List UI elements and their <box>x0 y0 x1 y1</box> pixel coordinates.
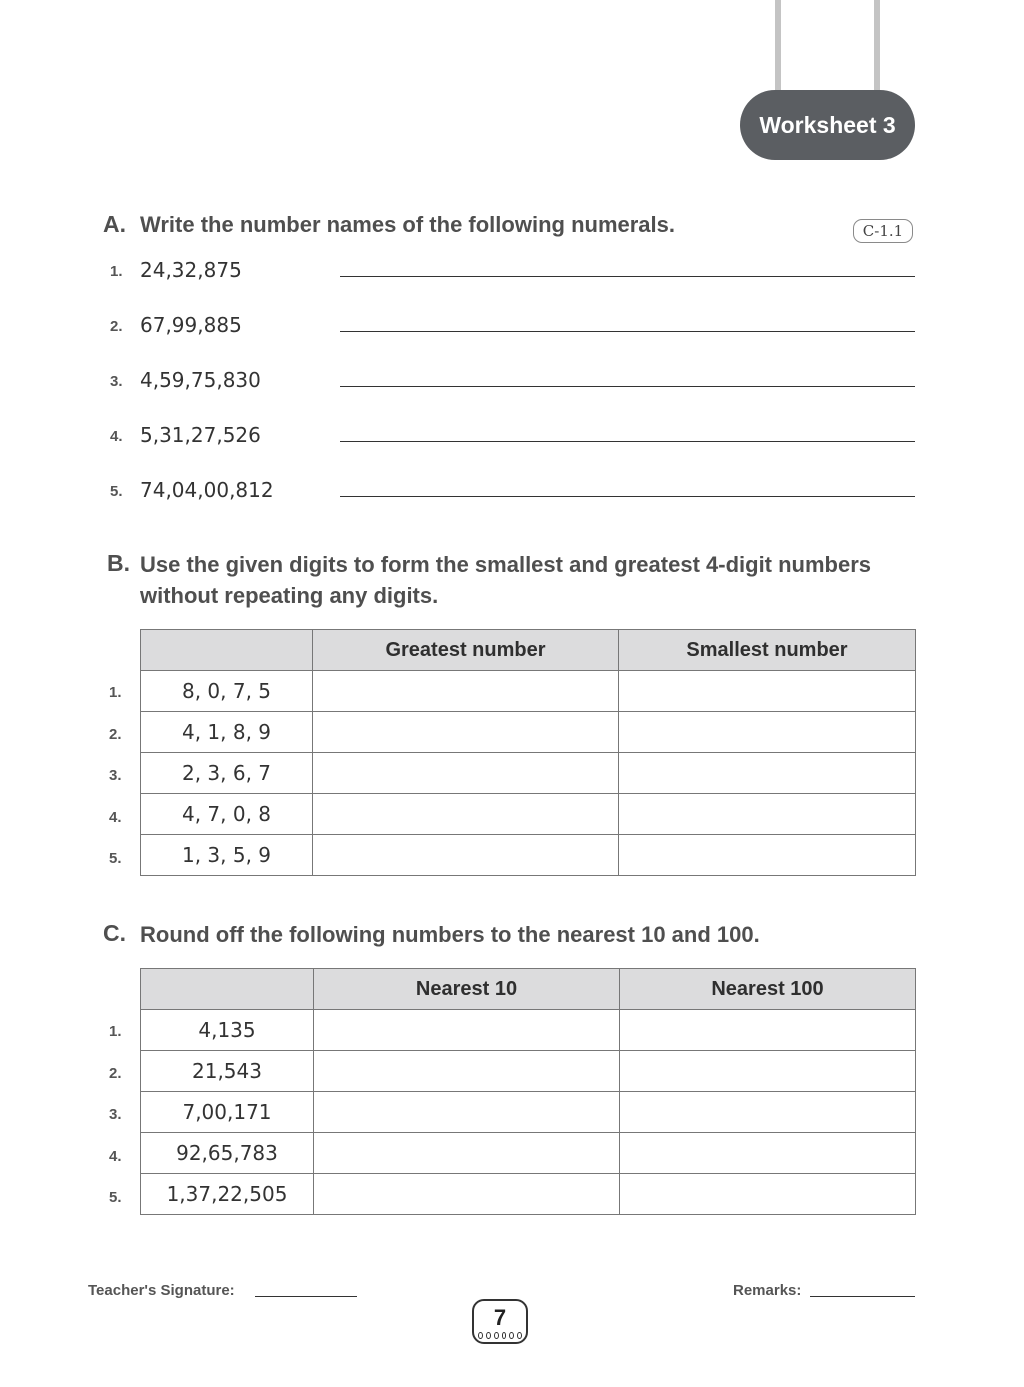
table-header-blank <box>141 630 313 671</box>
table-row <box>141 1051 916 1092</box>
list-item-number: 4. <box>110 428 123 445</box>
curriculum-code-badge <box>853 219 913 243</box>
table-header-row <box>141 630 916 671</box>
row-number: 4. <box>109 1148 122 1165</box>
remarks-label: Remarks: <box>733 1282 802 1299</box>
worksheet-badge-label: Worksheet 3 <box>759 111 896 138</box>
greatest-answer-cell[interactable] <box>313 835 619 876</box>
greatest-answer-cell[interactable] <box>313 712 619 753</box>
list-item-number: 3. <box>110 373 123 390</box>
list-item-numeral: 67,99,885 <box>140 313 242 337</box>
section-a-instruction: Write the number names of the following numerals. <box>140 212 675 237</box>
list-item-number: 1. <box>110 263 123 280</box>
greatest-answer-cell[interactable] <box>313 753 619 794</box>
answer-line[interactable] <box>340 496 915 497</box>
list-item-numeral: 74,04,00,812 <box>140 478 274 502</box>
nearest-10-answer-cell[interactable] <box>314 1010 620 1051</box>
table-header-nearest-10: Nearest 10 <box>314 969 620 1010</box>
nearest-100-answer-cell[interactable] <box>620 1092 916 1133</box>
table-row <box>141 1174 916 1215</box>
section-b-instruction-line2: without repeating any digits. <box>140 583 439 608</box>
digits-cell: 1, 3, 5, 9 <box>141 835 313 876</box>
nearest-10-answer-cell[interactable] <box>314 1092 620 1133</box>
number-cell: 4,135 <box>141 1010 314 1051</box>
number-cell: 21,543 <box>141 1051 314 1092</box>
list-item-numeral: 4,59,75,830 <box>140 368 261 392</box>
section-b-instruction-line1: Use the given digits to form the smallest and greatest 4-digit numbers <box>140 552 872 577</box>
nearest-100-answer-cell[interactable] <box>620 1051 916 1092</box>
digits-table <box>140 629 916 876</box>
table-header-nearest-100: Nearest 100 <box>620 969 916 1010</box>
nearest-100-answer-cell[interactable] <box>620 1174 916 1215</box>
digits-cell: 4, 7, 0, 8 <box>141 794 313 835</box>
list-item-numeral: 24,32,875 <box>140 258 242 282</box>
section-b-letter: B. <box>107 550 130 576</box>
row-number: 2. <box>109 1065 122 1082</box>
section-c-instruction: Round off the following numbers to the nearest 10 and 100. <box>140 922 760 947</box>
page-badge-dots <box>478 1332 522 1340</box>
nearest-100-answer-cell[interactable] <box>620 1133 916 1174</box>
table-header-blank <box>141 969 314 1010</box>
number-cell: 92,65,783 <box>141 1133 314 1174</box>
row-number: 5. <box>109 1189 122 1206</box>
remarks-line[interactable] <box>810 1296 915 1297</box>
page-number-badge <box>472 1299 528 1344</box>
nearest-10-answer-cell[interactable] <box>314 1174 620 1215</box>
digits-cell: 8, 0, 7, 5 <box>141 671 313 712</box>
section-c-letter: C. <box>103 920 126 946</box>
row-number: 1. <box>109 684 122 701</box>
list-item-numeral: 5,31,27,526 <box>140 423 261 447</box>
curriculum-code: C-1.1 <box>862 222 904 240</box>
answer-line[interactable] <box>340 276 915 277</box>
table-header-greatest: Greatest number <box>313 630 619 671</box>
teacher-signature-label: Teacher's Signature: <box>88 1282 235 1299</box>
row-number: 3. <box>109 767 122 784</box>
smallest-answer-cell[interactable] <box>619 835 916 876</box>
table-row <box>141 1092 916 1133</box>
nearest-10-answer-cell[interactable] <box>314 1051 620 1092</box>
answer-line[interactable] <box>340 331 915 332</box>
table-row <box>141 835 916 876</box>
number-cell: 1,37,22,505 <box>141 1174 314 1215</box>
page-number: 7 <box>493 1305 507 1330</box>
nearest-100-answer-cell[interactable] <box>620 1010 916 1051</box>
worksheet-badge <box>740 90 915 160</box>
list-item-number: 2. <box>110 318 123 335</box>
row-number: 2. <box>109 726 122 743</box>
digits-cell: 2, 3, 6, 7 <box>141 753 313 794</box>
row-number: 1. <box>109 1023 122 1040</box>
greatest-answer-cell[interactable] <box>313 671 619 712</box>
section-a-letter: A. <box>103 211 126 237</box>
badge-hanger-left <box>775 0 781 98</box>
smallest-answer-cell[interactable] <box>619 794 916 835</box>
answer-line[interactable] <box>340 441 915 442</box>
answer-line[interactable] <box>340 386 915 387</box>
number-cell: 7,00,171 <box>141 1092 314 1133</box>
table-row <box>141 1133 916 1174</box>
table-header-smallest: Smallest number <box>619 630 916 671</box>
greatest-answer-cell[interactable] <box>313 794 619 835</box>
table-row <box>141 794 916 835</box>
row-number: 5. <box>109 850 122 867</box>
table-header-row <box>141 969 916 1010</box>
table-row <box>141 753 916 794</box>
table-row <box>141 1010 916 1051</box>
smallest-answer-cell[interactable] <box>619 753 916 794</box>
table-row <box>141 712 916 753</box>
table-row <box>141 671 916 712</box>
badge-hanger-right <box>874 0 880 98</box>
rounding-table <box>140 968 916 1215</box>
row-number: 3. <box>109 1106 122 1123</box>
smallest-answer-cell[interactable] <box>619 712 916 753</box>
digits-cell: 4, 1, 8, 9 <box>141 712 313 753</box>
nearest-10-answer-cell[interactable] <box>314 1133 620 1174</box>
smallest-answer-cell[interactable] <box>619 671 916 712</box>
row-number: 4. <box>109 809 122 826</box>
teacher-signature-line[interactable] <box>255 1296 357 1297</box>
list-item-number: 5. <box>110 483 123 500</box>
